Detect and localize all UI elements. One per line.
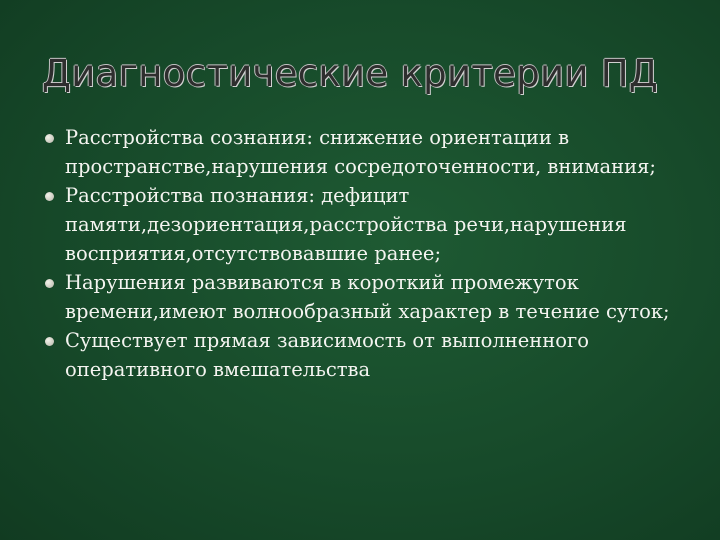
bullet-list (44, 123, 684, 384)
slide-title: Диагностические критерии ПД (42, 52, 659, 95)
bullet-dot-icon (45, 279, 54, 288)
bullet-text: Нарушения развиваются в короткий промежуток времени,имеют волнообразный характер в течение суток; (65, 271, 670, 323)
bullet-dot-icon (45, 134, 54, 143)
bullet-item (44, 123, 684, 181)
bullet-item (44, 326, 684, 384)
bullet-text: Расстройства сознания: снижение ориентации в пространстве,нарушения сосредоточенности, внимания; (65, 126, 656, 178)
bullet-text: Расстройства познания: дефицит памяти,дезориентация,расстройства речи,нарушения восприятия,отсутствовавшие ранее; (65, 184, 627, 265)
bullet-item (44, 181, 684, 268)
bullet-dot-icon (45, 192, 54, 201)
bullet-dot-icon (45, 337, 54, 346)
bullet-text: Существует прямая зависимость от выполненного оперативного вмешательства (65, 329, 589, 381)
bullet-item (44, 268, 684, 326)
